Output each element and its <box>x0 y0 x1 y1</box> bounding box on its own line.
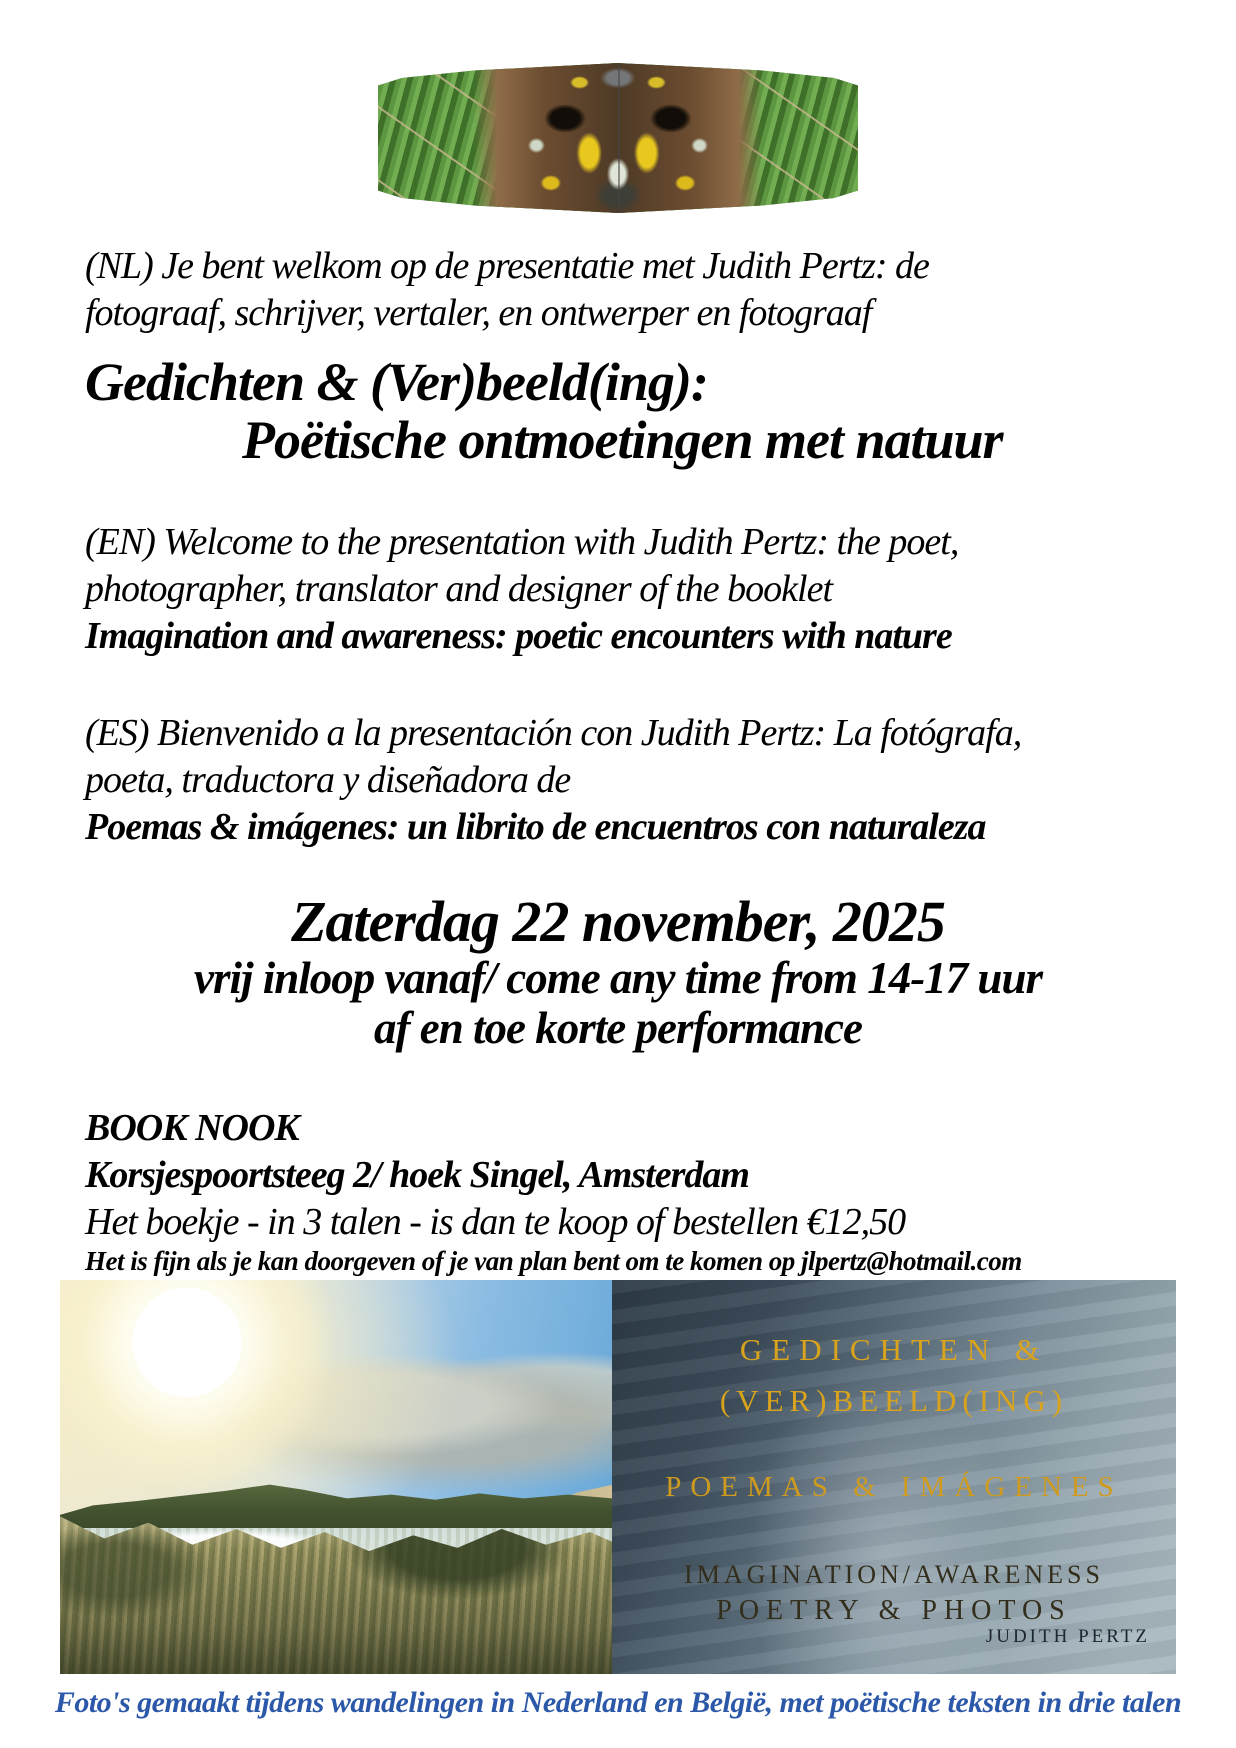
intro-en <box>85 519 1151 660</box>
intro-es-line1: (ES) Bienvenido a la presentación con Judith Pertz: La fotógrafa, <box>85 712 1022 754</box>
intro-nl <box>85 243 1151 337</box>
intro-en-line1: (EN) Welcome to the presentation with Judith Pertz: the poet, <box>85 521 959 563</box>
title-en: Imagination and awareness: poetic encounters with nature <box>85 615 952 657</box>
venue-rsvp-line: Het is fijn als je kan doorgeven of je van plan bent om te komen op jlpertz@hotmail.com <box>85 1246 1022 1276</box>
title-es: Poemas & imágenes: un librito de encuentros con naturaleza <box>85 806 986 848</box>
intro-nl-line1: (NL) Je bent welkom op de presentatie met Judith Pertz: de <box>85 245 929 287</box>
header-bark-photo <box>378 63 858 213</box>
venue-price-line: Het boekje - in 3 talen - is dan te koop of bestellen €12,50 <box>85 1201 906 1243</box>
photo-caption: Foto's gemaakt tijdens wandelingen in Nederland en België, met poëtische teksten in drie talen <box>54 1686 1182 1719</box>
cover-subtitle-en2: POETRY & PHOTOS <box>716 1595 1072 1626</box>
intro-es <box>85 710 1151 851</box>
event-date: Zaterdag 22 november, 2025 <box>291 889 945 954</box>
venue-name: BOOK NOOK <box>85 1107 299 1149</box>
title-nl-line2: Poëtische ontmoetingen met natuur <box>242 410 1003 470</box>
cover-subtitle-es: POEMAS & IMÁGENES <box>665 1471 1123 1503</box>
venue-address: Korsjespoortsteeg 2/ hoek Singel, Amsterdam <box>85 1154 749 1196</box>
cover-title-line2: (VER)BEELD(ING) <box>719 1383 1069 1418</box>
title-nl <box>85 353 1151 469</box>
book-cover <box>612 1280 1176 1674</box>
cover-author: JUDITH PERTZ <box>985 1626 1150 1647</box>
event-performance: af en toe korte performance <box>374 1003 862 1053</box>
cover-title-line1: GEDICHTEN & <box>739 1332 1049 1367</box>
intro-nl-line2: fotograaf, schrijver, vertaler, en ontwerper en fotograaf <box>85 292 872 334</box>
bottom-photo-strip <box>60 1280 1176 1674</box>
title-nl-line1: Gedichten & (Ver)beeld(ing): <box>85 352 708 412</box>
landscape-foreground-grass <box>60 1516 612 1674</box>
flyer-content <box>0 243 1236 1276</box>
venue-block <box>85 1105 1151 1276</box>
event-time: vrij inloop vanaf/ come any time from 14-17 uur <box>194 953 1042 1003</box>
landscape-photo <box>60 1280 612 1674</box>
intro-es-line2: poeta, traductora y diseñadora de <box>85 759 571 801</box>
cover-subtitle-en1: IMAGINATION/AWARENESS <box>684 1560 1104 1589</box>
intro-en-line2: photographer, translator and designer of the booklet <box>85 568 833 610</box>
